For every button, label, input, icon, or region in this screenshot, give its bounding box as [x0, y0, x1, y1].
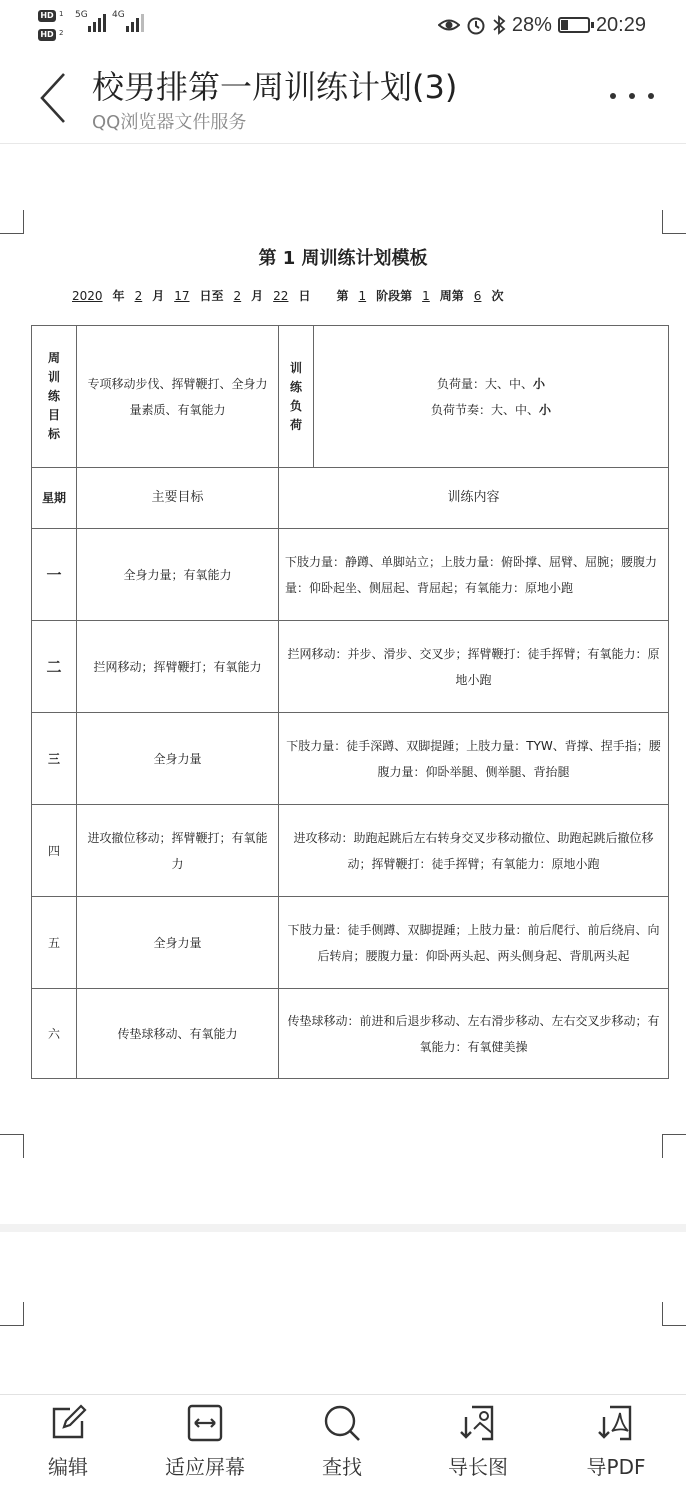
week-suffix: 周第: [439, 289, 464, 303]
table-row: [32, 326, 669, 468]
date-line: [62, 287, 503, 304]
day-start-value: 17: [174, 289, 190, 303]
load-header-char: 练: [289, 379, 302, 394]
chevron-left-icon: [34, 70, 74, 126]
page-corner-mark: [0, 1134, 24, 1158]
table-row: [32, 989, 669, 1079]
load-rhythm: [320, 397, 662, 423]
page-corner-mark: [0, 1302, 24, 1326]
sim2-hd-badge: HD: [38, 29, 56, 41]
load-rhythm-bold: 小: [539, 402, 552, 417]
battery-percent: 28%: [511, 13, 552, 36]
export-pdf-label: 导PDF: [586, 1455, 646, 1479]
month-end-label: 月: [251, 289, 264, 303]
table-header-row: [32, 468, 669, 529]
sim1-number: 1: [59, 10, 64, 18]
battery-icon: [558, 17, 590, 33]
content-cell: 下肢力量：徒手深蹲、双脚提踵；上肢力量：TYW、背撑、捏手指；腰腹力量：仰卧举腿、侧举腿、背抬腿: [279, 713, 669, 805]
sim1-signal-icon: [88, 14, 106, 32]
export-long-image-icon: [458, 1403, 498, 1443]
goal-cell: 全身力量: [77, 897, 279, 989]
export-long-image-button[interactable]: [418, 1403, 538, 1483]
day-cell: 四: [32, 805, 77, 897]
content-cell: 进攻移动：助跑起跳后左右转身交叉步移动撤位、助跑起跳后撤位移动；挥臂鞭打：徒手挥臂；有氧能力：原地小跑: [279, 805, 669, 897]
day-cell: 五: [32, 897, 77, 989]
content-cell: 传垫球移动：前进和后退步移动、左右滑步移动、左右交叉步移动；有氧能力：有氧健美操: [279, 989, 669, 1079]
content-cell: 下肢力量：静蹲、单脚站立；上肢力量：俯卧撑、屈臂、屈腕；腰腹力量：仰卧起坐、侧屈起、背屈起；有氧能力：原地小跑: [279, 529, 669, 621]
edit-label: 编辑: [48, 1455, 88, 1479]
load-header-cell: [279, 326, 314, 468]
load-amount: [320, 371, 662, 397]
month-start-value: 2: [134, 289, 143, 303]
alarm-icon: [466, 15, 486, 35]
day-cell: 三: [32, 713, 77, 805]
load-amount-bold: 小: [533, 376, 546, 391]
session-value: 6: [473, 289, 482, 303]
page-corner-mark: [662, 210, 686, 234]
eye-comfort-icon: [438, 16, 460, 34]
fit-screen-label: 适应屏幕: [165, 1455, 245, 1479]
page-title: 校男排第一周训练计划(3): [92, 68, 458, 106]
sim2-network: 4G: [112, 10, 125, 20]
load-text-cell: [314, 326, 669, 468]
fit-screen-icon: [185, 1403, 225, 1443]
page-corner-mark: [662, 1302, 686, 1326]
goal-header-char: 练: [47, 389, 60, 403]
day-cell: 二: [32, 621, 77, 713]
goal-text-cell: 专项移动步伐、挥臂鞭打、全身力量素质、有氧能力: [77, 326, 279, 468]
goal-cell: 全身力量；有氧能力: [77, 529, 279, 621]
load-header-char: 训: [289, 360, 302, 375]
header-divider: [0, 143, 686, 144]
page-corner-mark: [0, 210, 24, 234]
search-icon: [322, 1403, 362, 1443]
table-row: [32, 529, 669, 621]
day-cell: 一: [32, 529, 77, 621]
sim2-number: 2: [59, 29, 64, 37]
stage-suffix: 阶段第: [376, 289, 413, 303]
sim1-hd-badge: HD: [38, 10, 56, 22]
load-header-char: 荷: [289, 417, 302, 432]
edit-icon: [48, 1403, 88, 1443]
export-pdf-icon: [596, 1403, 636, 1443]
page-corner-mark: [662, 1134, 686, 1158]
training-plan-table: [31, 325, 669, 1079]
month-label: 月: [152, 289, 165, 303]
goal-cell: 拦网移动；挥臂鞭打；有氧能力: [77, 621, 279, 713]
table-row: [32, 713, 669, 805]
load-rhythm-text: 负荷节奏：大、中、: [430, 402, 539, 417]
goal-header-char: 目: [47, 408, 60, 422]
goal-cell: 传垫球移动、有氧能力: [77, 989, 279, 1079]
sim1-network: 5G: [75, 10, 88, 20]
stage-prefix: 第: [336, 289, 349, 303]
day-to-label: 日至: [199, 289, 224, 303]
day-cell: 六: [32, 989, 77, 1079]
year-value: 2020: [72, 289, 103, 303]
bottom-toolbar: [0, 1394, 686, 1486]
more-dot-icon: [610, 93, 616, 99]
content-cell: 下肢力量：徒手侧蹲、双脚提踵；上肢力量：前后爬行、前后绕肩、向后转肩；腰腹力量：仰卧两头起、两头侧身起、背肌两头起: [279, 897, 669, 989]
fit-screen-button[interactable]: [145, 1403, 265, 1483]
page-separator: [0, 1224, 686, 1232]
goal-header-char: 周: [47, 351, 60, 365]
goal-header-char: 训: [47, 370, 60, 384]
col-header-goal: 主要目标: [77, 468, 279, 529]
more-dot-icon: [629, 93, 635, 99]
load-amount-text: 负荷量：大、中、: [436, 376, 533, 391]
search-label: 查找: [322, 1455, 362, 1479]
page-subtitle: QQ浏览器文件服务: [92, 112, 247, 133]
goal-header-cell: [32, 326, 77, 468]
clock: 20:29: [595, 13, 646, 36]
status-bar: [0, 0, 686, 50]
edit-button[interactable]: [8, 1403, 128, 1483]
goal-cell: 进攻撤位移动；挥臂鞭打；有氧能力: [77, 805, 279, 897]
table-row: [32, 621, 669, 713]
table-row: [32, 897, 669, 989]
more-options-button[interactable]: [610, 82, 654, 110]
export-long-image-label: 导长图: [448, 1455, 508, 1479]
week-value: 1: [422, 289, 430, 303]
year-label: 年: [112, 289, 125, 303]
session-suffix: 次: [491, 289, 504, 303]
load-header-char: 负: [289, 398, 302, 413]
day-label: 日: [298, 289, 311, 303]
search-button[interactable]: [282, 1403, 402, 1483]
document-title: 第 1 周训练计划模板: [258, 248, 428, 269]
content-cell: 拦网移动：并步、滑步、交叉步；挥臂鞭打：徒手挥臂；有氧能力：原地小跑: [279, 621, 669, 713]
col-header-content: 训练内容: [279, 468, 669, 529]
back-button[interactable]: [34, 70, 74, 126]
table-row: [32, 805, 669, 897]
bluetooth-icon: [492, 15, 506, 35]
sim2-signal-icon: [126, 14, 144, 32]
col-header-day: 星期: [32, 468, 77, 529]
more-dot-icon: [648, 93, 654, 99]
goal-header-char: 标: [47, 427, 60, 441]
export-pdf-button[interactable]: [556, 1403, 676, 1483]
goal-cell: 全身力量: [77, 713, 279, 805]
stage-value: 1: [358, 289, 367, 303]
day-end-value: 22: [273, 289, 289, 303]
month-end-value: 2: [233, 289, 242, 303]
